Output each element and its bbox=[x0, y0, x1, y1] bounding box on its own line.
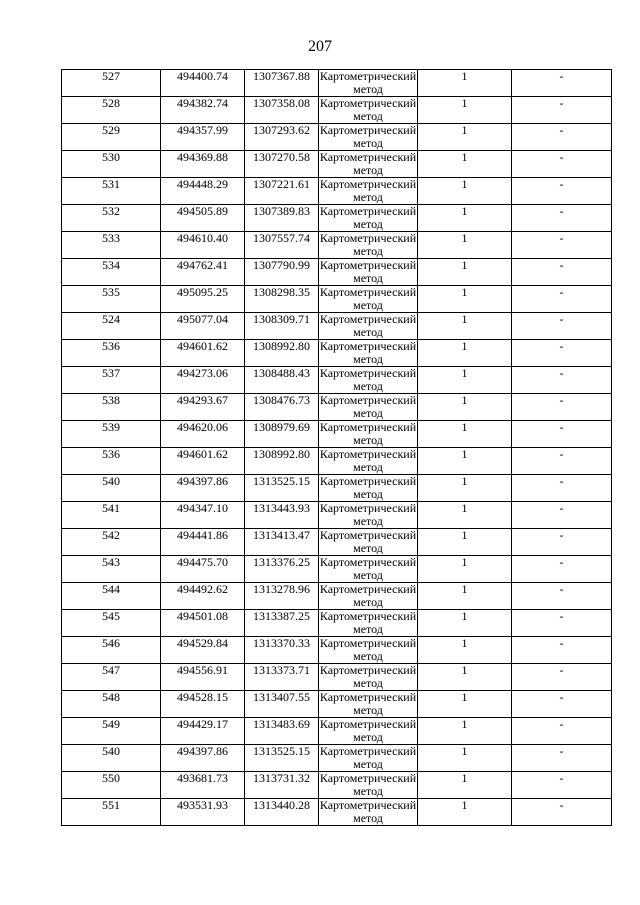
y-coordinate-cell: 1313525.15 bbox=[245, 745, 319, 772]
table-row bbox=[62, 745, 612, 772]
table-row bbox=[62, 97, 612, 124]
point-number-cell: 539 bbox=[62, 421, 161, 448]
accuracy-cell: 1 bbox=[418, 70, 512, 97]
note-cell: - bbox=[512, 394, 612, 421]
x-coordinate-cell: 494382.74 bbox=[161, 97, 245, 124]
x-coordinate-cell: 494347.10 bbox=[161, 502, 245, 529]
method-text: Картометрический метод bbox=[319, 340, 417, 366]
note-cell: - bbox=[512, 421, 612, 448]
x-coordinate-cell: 494369.88 bbox=[161, 151, 245, 178]
note-cell: - bbox=[512, 70, 612, 97]
note-cell: - bbox=[512, 367, 612, 394]
accuracy-cell: 1 bbox=[418, 583, 512, 610]
table-row bbox=[62, 367, 612, 394]
method-cell bbox=[319, 259, 418, 286]
note-cell: - bbox=[512, 286, 612, 313]
method-cell bbox=[319, 421, 418, 448]
table-row bbox=[62, 799, 612, 826]
method-text: Картометрический метод bbox=[319, 151, 417, 177]
accuracy-cell: 1 bbox=[418, 178, 512, 205]
y-coordinate-cell: 1313376.25 bbox=[245, 556, 319, 583]
table-row bbox=[62, 556, 612, 583]
method-cell bbox=[319, 448, 418, 475]
x-coordinate-cell: 494400.74 bbox=[161, 70, 245, 97]
note-cell: - bbox=[512, 745, 612, 772]
y-coordinate-cell: 1313483.69 bbox=[245, 718, 319, 745]
method-text: Картометрический метод bbox=[319, 637, 417, 663]
accuracy-cell: 1 bbox=[418, 637, 512, 664]
point-number-cell: 535 bbox=[62, 286, 161, 313]
method-cell bbox=[319, 205, 418, 232]
point-number-cell: 540 bbox=[62, 745, 161, 772]
accuracy-cell: 1 bbox=[418, 475, 512, 502]
method-cell bbox=[319, 367, 418, 394]
method-text: Картометрический метод bbox=[319, 610, 417, 636]
method-text: Картометрический метод bbox=[319, 97, 417, 123]
method-text: Картометрический метод bbox=[319, 394, 417, 420]
x-coordinate-cell: 494528.15 bbox=[161, 691, 245, 718]
note-cell: - bbox=[512, 799, 612, 826]
point-number-cell: 531 bbox=[62, 178, 161, 205]
accuracy-cell: 1 bbox=[418, 286, 512, 313]
y-coordinate-cell: 1313373.71 bbox=[245, 664, 319, 691]
accuracy-cell: 1 bbox=[418, 556, 512, 583]
table-row bbox=[62, 583, 612, 610]
x-coordinate-cell: 494620.06 bbox=[161, 421, 245, 448]
y-coordinate-cell: 1313387.25 bbox=[245, 610, 319, 637]
point-number-cell: 529 bbox=[62, 124, 161, 151]
note-cell: - bbox=[512, 151, 612, 178]
method-cell bbox=[319, 610, 418, 637]
y-coordinate-cell: 1308979.69 bbox=[245, 421, 319, 448]
method-text: Картометрический метод bbox=[319, 556, 417, 582]
table-row bbox=[62, 286, 612, 313]
y-coordinate-cell: 1308309.71 bbox=[245, 313, 319, 340]
method-text: Картометрический метод bbox=[319, 529, 417, 555]
accuracy-cell: 1 bbox=[418, 529, 512, 556]
x-coordinate-cell: 495095.25 bbox=[161, 286, 245, 313]
method-text: Картометрический метод bbox=[319, 502, 417, 528]
table-row bbox=[62, 529, 612, 556]
note-cell: - bbox=[512, 205, 612, 232]
point-number-cell: 544 bbox=[62, 583, 161, 610]
x-coordinate-cell: 494492.62 bbox=[161, 583, 245, 610]
method-text: Картометрический метод bbox=[319, 421, 417, 447]
method-cell bbox=[319, 340, 418, 367]
method-text: Картометрический метод bbox=[319, 313, 417, 339]
y-coordinate-cell: 1308476.73 bbox=[245, 394, 319, 421]
y-coordinate-cell: 1307557.74 bbox=[245, 232, 319, 259]
accuracy-cell: 1 bbox=[418, 610, 512, 637]
table-row bbox=[62, 232, 612, 259]
table-row bbox=[62, 610, 612, 637]
x-coordinate-cell: 494448.29 bbox=[161, 178, 245, 205]
method-text: Картометрический метод bbox=[319, 772, 417, 798]
x-coordinate-cell: 494601.62 bbox=[161, 340, 245, 367]
x-coordinate-cell: 494529.84 bbox=[161, 637, 245, 664]
note-cell: - bbox=[512, 313, 612, 340]
x-coordinate-cell: 494556.91 bbox=[161, 664, 245, 691]
note-cell: - bbox=[512, 502, 612, 529]
y-coordinate-cell: 1313443.93 bbox=[245, 502, 319, 529]
method-cell bbox=[319, 502, 418, 529]
accuracy-cell: 1 bbox=[418, 421, 512, 448]
note-cell: - bbox=[512, 664, 612, 691]
method-text: Картометрический метод bbox=[319, 232, 417, 258]
method-text: Картометрический метод bbox=[319, 124, 417, 150]
accuracy-cell: 1 bbox=[418, 205, 512, 232]
y-coordinate-cell: 1313413.47 bbox=[245, 529, 319, 556]
method-text: Картометрический метод bbox=[319, 70, 417, 96]
accuracy-cell: 1 bbox=[418, 799, 512, 826]
x-coordinate-cell: 493681.73 bbox=[161, 772, 245, 799]
accuracy-cell: 1 bbox=[418, 502, 512, 529]
note-cell: - bbox=[512, 691, 612, 718]
accuracy-cell: 1 bbox=[418, 448, 512, 475]
accuracy-cell: 1 bbox=[418, 259, 512, 286]
x-coordinate-cell: 494505.89 bbox=[161, 205, 245, 232]
x-coordinate-cell: 494762.41 bbox=[161, 259, 245, 286]
x-coordinate-cell: 495077.04 bbox=[161, 313, 245, 340]
method-cell bbox=[319, 286, 418, 313]
table-row bbox=[62, 70, 612, 97]
table-row bbox=[62, 421, 612, 448]
point-number-cell: 536 bbox=[62, 448, 161, 475]
x-coordinate-cell: 494441.86 bbox=[161, 529, 245, 556]
accuracy-cell: 1 bbox=[418, 313, 512, 340]
y-coordinate-cell: 1313370.33 bbox=[245, 637, 319, 664]
method-text: Картометрический метод bbox=[319, 691, 417, 717]
table-row bbox=[62, 259, 612, 286]
method-text: Картометрический метод bbox=[319, 205, 417, 231]
point-number-cell: 551 bbox=[62, 799, 161, 826]
method-cell bbox=[319, 394, 418, 421]
method-cell bbox=[319, 178, 418, 205]
point-number-cell: 540 bbox=[62, 475, 161, 502]
point-number-cell: 534 bbox=[62, 259, 161, 286]
x-coordinate-cell: 493531.93 bbox=[161, 799, 245, 826]
method-cell bbox=[319, 583, 418, 610]
table-row bbox=[62, 475, 612, 502]
accuracy-cell: 1 bbox=[418, 745, 512, 772]
method-text: Картометрический метод bbox=[319, 745, 417, 771]
point-number-cell: 524 bbox=[62, 313, 161, 340]
note-cell: - bbox=[512, 259, 612, 286]
y-coordinate-cell: 1308298.35 bbox=[245, 286, 319, 313]
method-cell bbox=[319, 313, 418, 340]
point-number-cell: 532 bbox=[62, 205, 161, 232]
method-text: Картометрический метод bbox=[319, 367, 417, 393]
point-number-cell: 527 bbox=[62, 70, 161, 97]
note-cell: - bbox=[512, 448, 612, 475]
accuracy-cell: 1 bbox=[418, 691, 512, 718]
method-cell bbox=[319, 637, 418, 664]
point-number-cell: 536 bbox=[62, 340, 161, 367]
method-text: Картометрический метод bbox=[319, 475, 417, 501]
coordinates-table-body bbox=[62, 70, 612, 826]
point-number-cell: 538 bbox=[62, 394, 161, 421]
method-text: Картометрический метод bbox=[319, 799, 417, 825]
x-coordinate-cell: 494429.17 bbox=[161, 718, 245, 745]
y-coordinate-cell: 1313407.55 bbox=[245, 691, 319, 718]
x-coordinate-cell: 494397.86 bbox=[161, 745, 245, 772]
method-text: Картометрический метод bbox=[319, 178, 417, 204]
y-coordinate-cell: 1307389.83 bbox=[245, 205, 319, 232]
point-number-cell: 542 bbox=[62, 529, 161, 556]
note-cell: - bbox=[512, 340, 612, 367]
table-row bbox=[62, 637, 612, 664]
method-cell bbox=[319, 718, 418, 745]
point-number-cell: 548 bbox=[62, 691, 161, 718]
page-number: 207 bbox=[308, 38, 332, 55]
accuracy-cell: 1 bbox=[418, 124, 512, 151]
table-row bbox=[62, 664, 612, 691]
point-number-cell: 537 bbox=[62, 367, 161, 394]
method-cell bbox=[319, 529, 418, 556]
note-cell: - bbox=[512, 178, 612, 205]
note-cell: - bbox=[512, 124, 612, 151]
y-coordinate-cell: 1308992.80 bbox=[245, 448, 319, 475]
y-coordinate-cell: 1313440.28 bbox=[245, 799, 319, 826]
table-row bbox=[62, 340, 612, 367]
point-number-cell: 528 bbox=[62, 97, 161, 124]
note-cell: - bbox=[512, 772, 612, 799]
y-coordinate-cell: 1307367.88 bbox=[245, 70, 319, 97]
accuracy-cell: 1 bbox=[418, 151, 512, 178]
note-cell: - bbox=[512, 718, 612, 745]
table-row bbox=[62, 205, 612, 232]
accuracy-cell: 1 bbox=[418, 367, 512, 394]
accuracy-cell: 1 bbox=[418, 718, 512, 745]
y-coordinate-cell: 1308488.43 bbox=[245, 367, 319, 394]
accuracy-cell: 1 bbox=[418, 394, 512, 421]
y-coordinate-cell: 1307358.08 bbox=[245, 97, 319, 124]
note-cell: - bbox=[512, 97, 612, 124]
x-coordinate-cell: 494357.99 bbox=[161, 124, 245, 151]
y-coordinate-cell: 1307270.58 bbox=[245, 151, 319, 178]
y-coordinate-cell: 1308992.80 bbox=[245, 340, 319, 367]
table-row bbox=[62, 448, 612, 475]
accuracy-cell: 1 bbox=[418, 664, 512, 691]
point-number-cell: 546 bbox=[62, 637, 161, 664]
y-coordinate-cell: 1313278.96 bbox=[245, 583, 319, 610]
note-cell: - bbox=[512, 637, 612, 664]
table-row bbox=[62, 124, 612, 151]
point-number-cell: 549 bbox=[62, 718, 161, 745]
table-row bbox=[62, 502, 612, 529]
point-number-cell: 530 bbox=[62, 151, 161, 178]
accuracy-cell: 1 bbox=[418, 772, 512, 799]
table-row bbox=[62, 151, 612, 178]
y-coordinate-cell: 1313731.32 bbox=[245, 772, 319, 799]
table-row bbox=[62, 691, 612, 718]
point-number-cell: 541 bbox=[62, 502, 161, 529]
y-coordinate-cell: 1313525.15 bbox=[245, 475, 319, 502]
method-cell bbox=[319, 772, 418, 799]
note-cell: - bbox=[512, 556, 612, 583]
method-cell bbox=[319, 664, 418, 691]
method-cell bbox=[319, 745, 418, 772]
table-row bbox=[62, 394, 612, 421]
point-number-cell: 550 bbox=[62, 772, 161, 799]
accuracy-cell: 1 bbox=[418, 97, 512, 124]
y-coordinate-cell: 1307293.62 bbox=[245, 124, 319, 151]
table-row bbox=[62, 718, 612, 745]
accuracy-cell: 1 bbox=[418, 232, 512, 259]
method-text: Картометрический метод bbox=[319, 448, 417, 474]
x-coordinate-cell: 494273.06 bbox=[161, 367, 245, 394]
point-number-cell: 547 bbox=[62, 664, 161, 691]
note-cell: - bbox=[512, 475, 612, 502]
y-coordinate-cell: 1307221.61 bbox=[245, 178, 319, 205]
x-coordinate-cell: 494475.70 bbox=[161, 556, 245, 583]
point-number-cell: 543 bbox=[62, 556, 161, 583]
method-cell bbox=[319, 124, 418, 151]
method-cell bbox=[319, 97, 418, 124]
method-cell bbox=[319, 691, 418, 718]
method-text: Картометрический метод bbox=[319, 718, 417, 744]
table-row bbox=[62, 313, 612, 340]
method-cell bbox=[319, 475, 418, 502]
point-number-cell: 533 bbox=[62, 232, 161, 259]
method-text: Картометрический метод bbox=[319, 664, 417, 690]
table-row bbox=[62, 178, 612, 205]
note-cell: - bbox=[512, 583, 612, 610]
note-cell: - bbox=[512, 529, 612, 556]
method-cell bbox=[319, 70, 418, 97]
x-coordinate-cell: 494501.08 bbox=[161, 610, 245, 637]
method-cell bbox=[319, 799, 418, 826]
x-coordinate-cell: 494397.86 bbox=[161, 475, 245, 502]
x-coordinate-cell: 494293.67 bbox=[161, 394, 245, 421]
table-row bbox=[62, 772, 612, 799]
note-cell: - bbox=[512, 610, 612, 637]
method-text: Картометрический метод bbox=[319, 583, 417, 609]
method-cell bbox=[319, 232, 418, 259]
method-cell bbox=[319, 556, 418, 583]
coordinates-table bbox=[61, 69, 612, 826]
x-coordinate-cell: 494610.40 bbox=[161, 232, 245, 259]
point-number-cell: 545 bbox=[62, 610, 161, 637]
accuracy-cell: 1 bbox=[418, 340, 512, 367]
x-coordinate-cell: 494601.62 bbox=[161, 448, 245, 475]
y-coordinate-cell: 1307790.99 bbox=[245, 259, 319, 286]
method-text: Картометрический метод bbox=[319, 286, 417, 312]
method-text: Картометрический метод bbox=[319, 259, 417, 285]
method-cell bbox=[319, 151, 418, 178]
note-cell: - bbox=[512, 232, 612, 259]
